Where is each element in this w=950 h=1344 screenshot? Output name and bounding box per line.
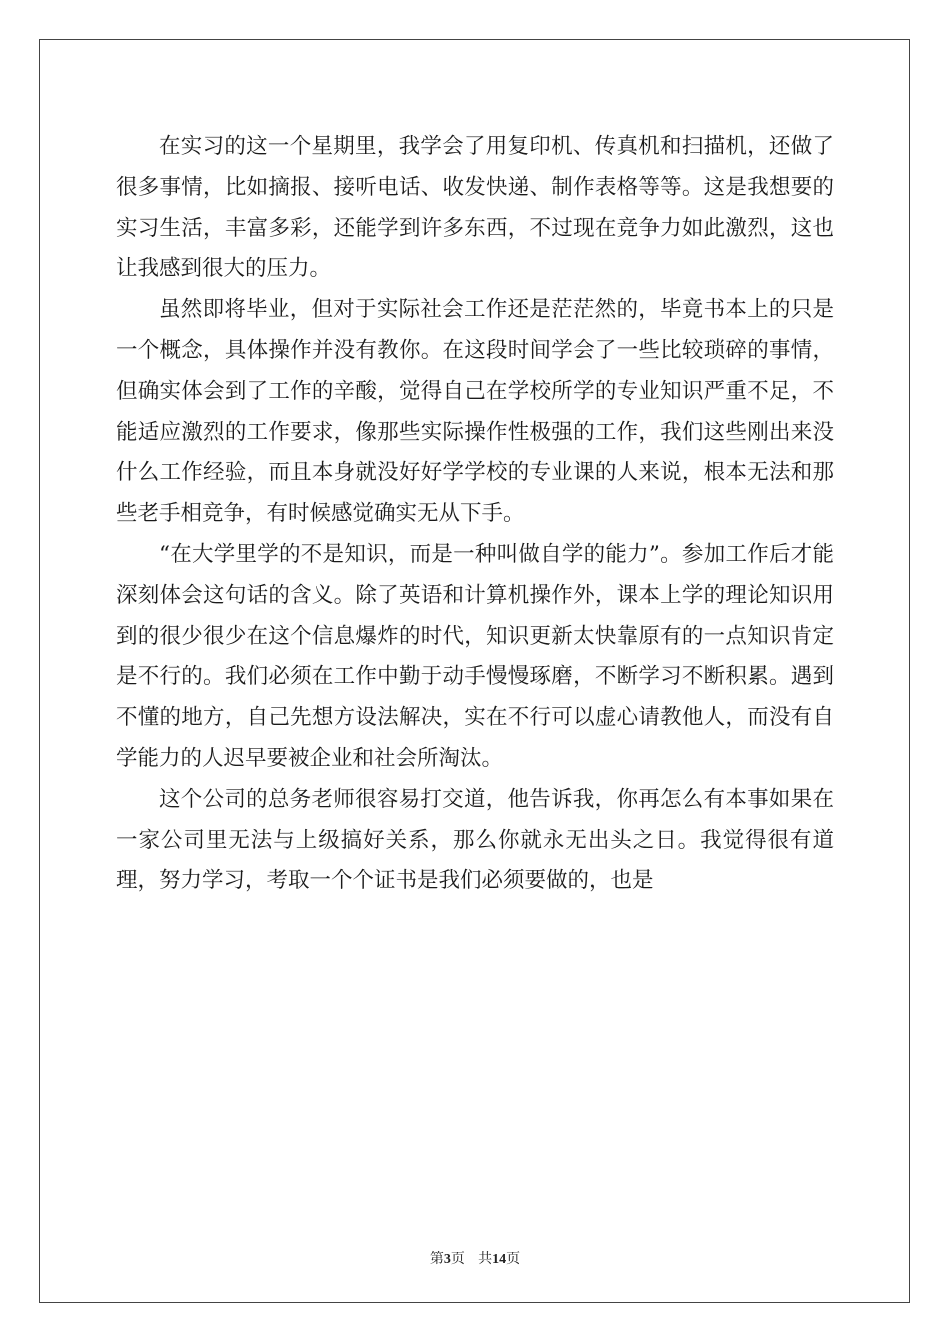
paragraph: 这个公司的总务老师很容易打交道，他告诉我，你再怎么有本事如果在一家公司里无法与上级搞好关系，那么你就永无出头之日。我觉得很有道理，努力学习，考取一个个证书是我们必须要做的，也是: [116, 786, 834, 894]
total-suffix: 页: [506, 1251, 521, 1267]
total-prefix: 共: [478, 1251, 493, 1267]
document-body: [116, 127, 834, 902]
page-number: 3: [443, 1252, 451, 1267]
paragraph: 虽然即将毕业，但对于实际社会工作还是茫茫然的，毕竟书本上的只是一个概念，具体操作并没有教你。在这段时间学会了一些比较琐碎的事情，但确实体会到了工作的辛酸，觉得自己在学校所学的专业知识严重不足，不能适应激烈的工作要求，像那些实际操作性极强的工作，我们这些刚出来没什么工作经验，而且本身就没好好学学校的专业课的人来说，根本无法和那些老手相竞争，有时候感觉确实无从下手。: [116, 297, 834, 527]
paragraph: 在实习的这一个星期里，我学会了用复印机、传真机和扫描机，还做了很多事情，比如摘报、接听电话、收发快递、制作表格等等。这是我想要的实习生活，丰富多彩，还能学到许多东西，不过现在竞争力如此激烈，这也让我感到很大的压力。: [116, 134, 834, 282]
page-prefix: 第: [429, 1251, 444, 1267]
page-suffix: 页: [450, 1251, 465, 1267]
paragraph: “在大学里学的不是知识，而是一种叫做自学的能力”。参加工作后才能深刻体会这句话的含义。除了英语和计算机操作外，课本上学的理论知识用到的很少很少在这个信息爆炸的时代，知识更新太快靠原有的一点知识肯定是不行的。我们必须在工作中勤于动手慢慢琢磨，不断学习不断积累。遇到不懂的地方，自己先想方设法解决，实在不行可以虚心请教他人，而没有自学能力的人迟早要被企业和社会所淘汰。: [116, 541, 834, 771]
page-footer: [0, 1248, 950, 1268]
total-pages: 14: [492, 1252, 507, 1267]
